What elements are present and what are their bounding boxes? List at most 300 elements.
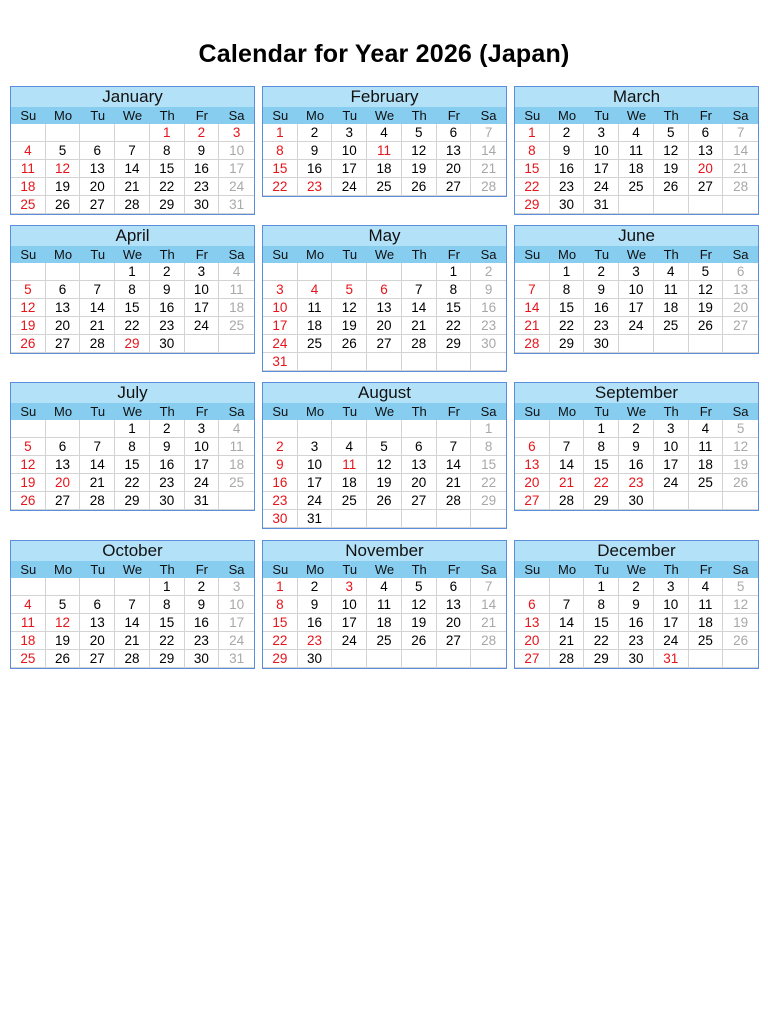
day-cell: 31: [298, 510, 333, 528]
day-cell: 18: [689, 456, 724, 474]
day-cell: 13: [402, 456, 437, 474]
day-cell: 3: [654, 578, 689, 596]
day-cell: 14: [550, 614, 585, 632]
day-cell: 2: [150, 420, 185, 438]
weekday-label: Sa: [480, 108, 497, 123]
day-cell: 14: [471, 142, 506, 160]
weekday-header-row: [263, 403, 506, 420]
day-cell: 17: [219, 614, 254, 632]
day-cell: 16: [298, 614, 333, 632]
weekday-header-row: [11, 561, 254, 578]
day-cell: 12: [332, 299, 367, 317]
month-january: [10, 86, 255, 215]
day-cell: 15: [115, 299, 150, 317]
weekday-label: We: [626, 108, 647, 123]
day-cell: 24: [185, 474, 220, 492]
day-cell: 4: [11, 596, 46, 614]
day-cell: 7: [471, 124, 506, 142]
day-cell: 10: [219, 596, 254, 614]
month-name: June: [515, 226, 758, 246]
weekday-label: Th: [411, 404, 427, 419]
day-cell: 4: [332, 438, 367, 456]
day-cell: 31: [185, 492, 220, 510]
empty-cell: [263, 263, 298, 281]
day-cell: 15: [263, 160, 298, 178]
weekday-header-row: [515, 107, 758, 124]
day-cell: 6: [437, 124, 472, 142]
day-cell: 16: [185, 160, 220, 178]
day-cell: 16: [471, 299, 506, 317]
day-cell: 5: [402, 124, 437, 142]
day-cell: 11: [332, 456, 367, 474]
weekday-label: We: [122, 562, 143, 577]
day-cell: 17: [332, 160, 367, 178]
day-cell: 17: [654, 456, 689, 474]
empty-cell: [471, 353, 506, 371]
day-cell: 2: [619, 420, 654, 438]
day-cell: 13: [515, 614, 550, 632]
weekday-label: Mo: [306, 247, 325, 262]
day-cell: 19: [689, 299, 724, 317]
day-cell: 2: [263, 438, 298, 456]
day-cell: 23: [471, 317, 506, 335]
day-cell: 21: [115, 178, 150, 196]
month-name: November: [263, 541, 506, 561]
day-cell: 17: [219, 160, 254, 178]
month-name: February: [263, 87, 506, 107]
weekday-label: We: [374, 562, 395, 577]
day-cell: 1: [471, 420, 506, 438]
day-grid: [515, 578, 758, 668]
day-cell: 31: [654, 650, 689, 668]
day-cell: 26: [654, 178, 689, 196]
day-cell: 7: [723, 124, 758, 142]
day-cell: 29: [150, 650, 185, 668]
day-cell: 11: [689, 596, 724, 614]
weekday-label: We: [626, 404, 647, 419]
day-cell: 12: [46, 614, 81, 632]
weekday-label: Th: [159, 562, 175, 577]
day-cell: 12: [402, 142, 437, 160]
day-cell: 1: [584, 578, 619, 596]
day-cell: 1: [515, 124, 550, 142]
day-cell: 3: [298, 438, 333, 456]
empty-cell: [367, 263, 402, 281]
day-cell: 15: [584, 614, 619, 632]
empty-cell: [11, 124, 46, 142]
day-cell: 25: [11, 196, 46, 214]
weekday-label: Sa: [480, 247, 497, 262]
day-cell: 4: [367, 124, 402, 142]
weekday-label: Su: [20, 108, 37, 123]
day-cell: 11: [11, 160, 46, 178]
day-cell: 22: [584, 474, 619, 492]
weekday-label: Th: [411, 562, 427, 577]
day-cell: 28: [550, 492, 585, 510]
day-cell: 11: [367, 596, 402, 614]
day-cell: 21: [723, 160, 758, 178]
day-cell: 26: [46, 196, 81, 214]
day-cell: 28: [550, 650, 585, 668]
weekday-label: Fr: [447, 562, 460, 577]
day-cell: 21: [402, 317, 437, 335]
day-cell: 17: [263, 317, 298, 335]
day-cell: 24: [298, 492, 333, 510]
day-cell: 25: [367, 178, 402, 196]
day-cell: 12: [723, 438, 758, 456]
day-cell: 18: [219, 456, 254, 474]
empty-cell: [46, 420, 81, 438]
empty-cell: [332, 263, 367, 281]
day-cell: 17: [654, 614, 689, 632]
empty-cell: [619, 335, 654, 353]
weekday-label: Su: [272, 247, 289, 262]
day-cell: 28: [515, 335, 550, 353]
empty-cell: [11, 263, 46, 281]
day-cell: 3: [185, 420, 220, 438]
day-cell: 8: [471, 438, 506, 456]
empty-cell: [654, 196, 689, 214]
day-cell: 27: [46, 335, 81, 353]
day-cell: 2: [185, 124, 220, 142]
day-cell: 24: [263, 335, 298, 353]
day-cell: 28: [115, 196, 150, 214]
day-cell: 9: [263, 456, 298, 474]
empty-cell: [332, 510, 367, 528]
month-name: August: [263, 383, 506, 403]
empty-cell: [332, 650, 367, 668]
day-cell: 10: [654, 596, 689, 614]
day-cell: 16: [619, 456, 654, 474]
day-cell: 14: [550, 456, 585, 474]
day-cell: 27: [367, 335, 402, 353]
day-cell: 23: [150, 474, 185, 492]
day-cell: 26: [689, 317, 724, 335]
empty-cell: [654, 492, 689, 510]
day-cell: 1: [584, 420, 619, 438]
weekday-label: Su: [20, 562, 37, 577]
weekday-label: Th: [411, 247, 427, 262]
day-cell: 15: [150, 160, 185, 178]
day-cell: 9: [619, 596, 654, 614]
weekday-label: Sa: [732, 404, 749, 419]
day-cell: 4: [11, 142, 46, 160]
day-cell: 1: [550, 263, 585, 281]
day-cell: 2: [619, 578, 654, 596]
day-cell: 6: [515, 438, 550, 456]
month-february: [262, 86, 507, 197]
day-cell: 23: [150, 317, 185, 335]
day-cell: 5: [723, 578, 758, 596]
day-cell: 3: [185, 263, 220, 281]
day-cell: 20: [46, 317, 81, 335]
weekday-label: Sa: [732, 562, 749, 577]
day-cell: 16: [298, 160, 333, 178]
day-cell: 25: [689, 474, 724, 492]
weekday-header-row: [11, 107, 254, 124]
empty-cell: [515, 420, 550, 438]
empty-cell: [619, 196, 654, 214]
day-cell: 28: [471, 632, 506, 650]
weekday-label: Fr: [699, 562, 712, 577]
day-cell: 29: [584, 492, 619, 510]
day-cell: 21: [550, 632, 585, 650]
weekday-label: Tu: [594, 562, 610, 577]
day-grid: [515, 124, 758, 214]
day-cell: 4: [689, 578, 724, 596]
weekday-label: Sa: [480, 562, 497, 577]
day-cell: 20: [402, 474, 437, 492]
day-cell: 27: [515, 650, 550, 668]
page-title: Calendar for Year 2026 (Japan): [198, 40, 570, 68]
empty-cell: [402, 510, 437, 528]
weekday-label: Fr: [447, 108, 460, 123]
weekday-header-row: [11, 403, 254, 420]
weekday-label: Th: [663, 404, 679, 419]
day-cell: 20: [515, 474, 550, 492]
day-cell: 25: [367, 632, 402, 650]
weekday-label: Su: [272, 404, 289, 419]
day-cell: 29: [550, 335, 585, 353]
day-cell: 27: [437, 632, 472, 650]
weekday-label: Sa: [228, 108, 245, 123]
day-cell: 30: [550, 196, 585, 214]
day-cell: 22: [150, 178, 185, 196]
day-cell: 3: [619, 263, 654, 281]
day-cell: 10: [654, 438, 689, 456]
day-cell: 17: [185, 299, 220, 317]
day-cell: 5: [654, 124, 689, 142]
weekday-label: We: [626, 247, 647, 262]
day-cell: 15: [115, 456, 150, 474]
day-cell: 24: [619, 317, 654, 335]
day-cell: 26: [332, 335, 367, 353]
day-cell: 10: [185, 281, 220, 299]
day-cell: 22: [584, 632, 619, 650]
empty-cell: [689, 335, 724, 353]
day-cell: 8: [115, 438, 150, 456]
month-december: [514, 540, 759, 669]
weekday-label: Su: [20, 247, 37, 262]
day-cell: 4: [619, 124, 654, 142]
day-cell: 20: [689, 160, 724, 178]
empty-cell: [689, 196, 724, 214]
empty-cell: [80, 420, 115, 438]
weekday-label: Fr: [195, 404, 208, 419]
weekday-label: We: [122, 108, 143, 123]
day-cell: 16: [185, 614, 220, 632]
day-cell: 26: [11, 335, 46, 353]
day-cell: 26: [723, 632, 758, 650]
weekday-label: Mo: [558, 404, 577, 419]
day-cell: 10: [619, 281, 654, 299]
weekday-label: Tu: [594, 108, 610, 123]
day-cell: 22: [515, 178, 550, 196]
day-cell: 26: [367, 492, 402, 510]
empty-cell: [46, 578, 81, 596]
weekday-label: Sa: [228, 404, 245, 419]
day-cell: 4: [298, 281, 333, 299]
day-grid: [11, 578, 254, 668]
weekday-label: Tu: [90, 562, 106, 577]
day-cell: 29: [263, 650, 298, 668]
day-cell: 13: [80, 160, 115, 178]
day-cell: 23: [619, 474, 654, 492]
month-name: September: [515, 383, 758, 403]
day-cell: 22: [115, 317, 150, 335]
day-cell: 7: [437, 438, 472, 456]
weekday-label: We: [626, 562, 647, 577]
day-cell: 16: [619, 614, 654, 632]
day-cell: 8: [550, 281, 585, 299]
day-cell: 21: [471, 614, 506, 632]
day-cell: 13: [723, 281, 758, 299]
day-cell: 12: [46, 160, 81, 178]
day-cell: 27: [80, 650, 115, 668]
day-cell: 7: [550, 438, 585, 456]
weekday-label: Tu: [594, 247, 610, 262]
empty-cell: [402, 353, 437, 371]
day-cell: 18: [332, 474, 367, 492]
weekday-label: Fr: [195, 562, 208, 577]
day-cell: 10: [219, 142, 254, 160]
month-name: October: [11, 541, 254, 561]
weekday-header-row: [515, 246, 758, 263]
empty-cell: [11, 420, 46, 438]
weekday-label: Mo: [306, 404, 325, 419]
day-cell: 21: [515, 317, 550, 335]
day-cell: 4: [219, 263, 254, 281]
day-cell: 6: [689, 124, 724, 142]
empty-cell: [689, 492, 724, 510]
day-cell: 13: [80, 614, 115, 632]
day-cell: 7: [402, 281, 437, 299]
day-cell: 24: [654, 632, 689, 650]
month-september: [514, 382, 759, 511]
empty-cell: [263, 420, 298, 438]
month-july: [10, 382, 255, 511]
day-cell: 18: [619, 160, 654, 178]
day-cell: 12: [689, 281, 724, 299]
weekday-label: Fr: [699, 404, 712, 419]
day-cell: 2: [550, 124, 585, 142]
day-cell: 18: [367, 614, 402, 632]
day-cell: 19: [367, 474, 402, 492]
day-cell: 23: [298, 632, 333, 650]
weekday-label: Sa: [228, 247, 245, 262]
day-cell: 15: [471, 456, 506, 474]
month-november: [262, 540, 507, 669]
day-cell: 11: [11, 614, 46, 632]
day-cell: 17: [332, 614, 367, 632]
day-cell: 1: [263, 578, 298, 596]
day-cell: 28: [437, 492, 472, 510]
weekday-label: Tu: [90, 108, 106, 123]
empty-cell: [115, 124, 150, 142]
day-cell: 28: [80, 492, 115, 510]
day-cell: 6: [80, 142, 115, 160]
empty-cell: [437, 353, 472, 371]
weekday-label: Su: [524, 247, 541, 262]
day-cell: 29: [115, 492, 150, 510]
day-cell: 12: [11, 456, 46, 474]
weekday-header-row: [515, 561, 758, 578]
day-cell: 27: [723, 317, 758, 335]
day-cell: 31: [219, 196, 254, 214]
weekday-label: Sa: [732, 108, 749, 123]
empty-cell: [367, 650, 402, 668]
weekday-label: Fr: [195, 108, 208, 123]
day-cell: 18: [367, 160, 402, 178]
day-cell: 31: [219, 650, 254, 668]
day-cell: 9: [584, 281, 619, 299]
month-august: [262, 382, 507, 529]
day-cell: 7: [515, 281, 550, 299]
day-cell: 14: [115, 160, 150, 178]
day-cell: 8: [150, 142, 185, 160]
day-cell: 19: [332, 317, 367, 335]
empty-cell: [367, 510, 402, 528]
day-cell: 20: [367, 317, 402, 335]
empty-cell: [185, 335, 220, 353]
day-cell: 21: [437, 474, 472, 492]
empty-cell: [689, 650, 724, 668]
day-cell: 11: [219, 438, 254, 456]
day-cell: 3: [219, 124, 254, 142]
day-cell: 9: [298, 596, 333, 614]
day-cell: 8: [263, 596, 298, 614]
day-cell: 11: [219, 281, 254, 299]
day-cell: 20: [723, 299, 758, 317]
day-cell: 12: [654, 142, 689, 160]
weekday-label: Mo: [54, 404, 73, 419]
day-cell: 4: [689, 420, 724, 438]
day-cell: 11: [619, 142, 654, 160]
weekday-label: Fr: [699, 247, 712, 262]
day-cell: 4: [367, 578, 402, 596]
day-cell: 10: [298, 456, 333, 474]
day-cell: 29: [471, 492, 506, 510]
weekday-label: Su: [272, 562, 289, 577]
day-cell: 5: [11, 438, 46, 456]
day-cell: 8: [115, 281, 150, 299]
day-cell: 16: [550, 160, 585, 178]
weekday-label: We: [374, 404, 395, 419]
day-cell: 8: [263, 142, 298, 160]
day-cell: 22: [437, 317, 472, 335]
weekday-label: Fr: [447, 247, 460, 262]
weekday-label: Mo: [54, 108, 73, 123]
day-cell: 2: [471, 263, 506, 281]
day-cell: 15: [150, 614, 185, 632]
day-cell: 5: [402, 578, 437, 596]
day-cell: 6: [367, 281, 402, 299]
day-cell: 14: [402, 299, 437, 317]
day-grid: [515, 420, 758, 510]
month-may: [262, 225, 507, 372]
weekday-header-row: [263, 561, 506, 578]
day-cell: 12: [11, 299, 46, 317]
day-cell: 7: [550, 596, 585, 614]
day-cell: 19: [723, 456, 758, 474]
weekday-header-row: [263, 246, 506, 263]
day-grid: [263, 420, 506, 528]
day-cell: 5: [723, 420, 758, 438]
day-cell: 26: [46, 650, 81, 668]
weekday-label: Th: [159, 108, 175, 123]
day-cell: 9: [471, 281, 506, 299]
day-grid: [263, 263, 506, 371]
